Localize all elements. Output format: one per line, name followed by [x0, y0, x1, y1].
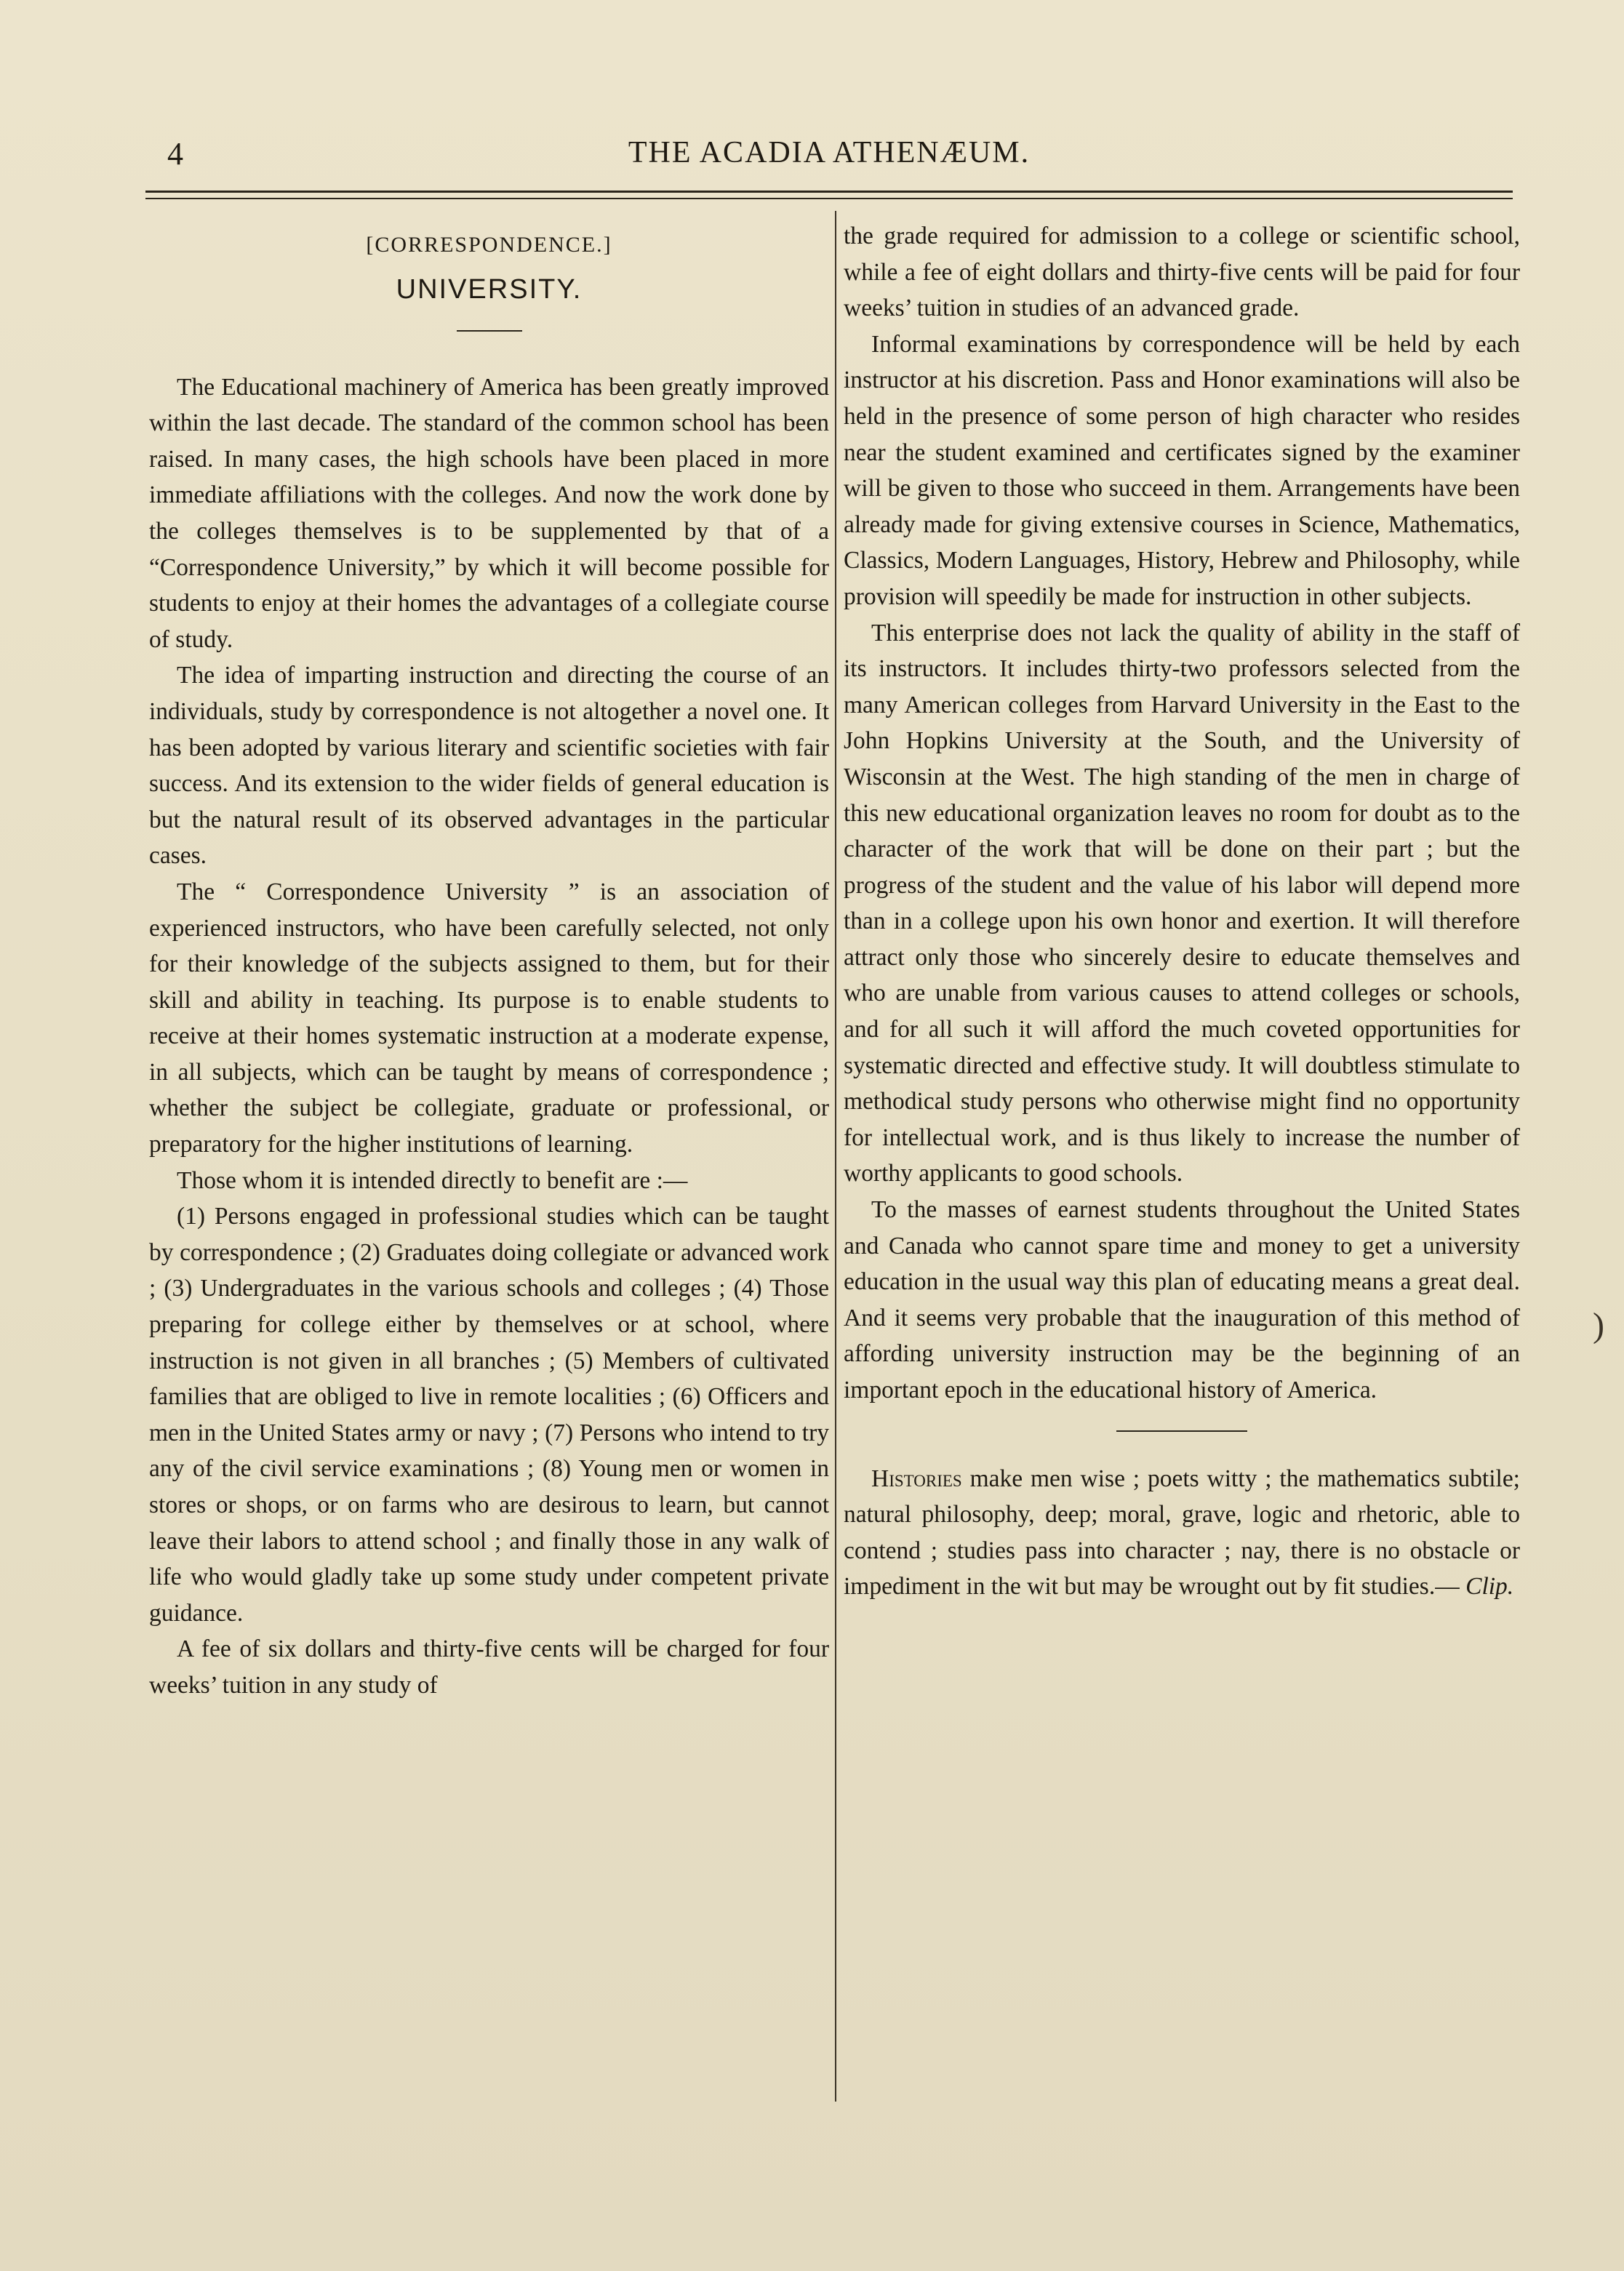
paragraph: To the masses of earnest students throughout the United States and Canada who cannot spare time and money to get a university education in the usual way this plan of educating means a great deal. And it seems very probable that the inauguration of this method of affording university instruction may be the beginning of an important epoch in the educational history of America. — [844, 1196, 1520, 1403]
title-rule — [457, 330, 522, 332]
column-divider — [835, 211, 836, 2102]
quote-attribution: Clip. — [1465, 1573, 1514, 1601]
quote-text: make men wise ; poets witty ; the mathematics subtile; natural philosophy, deep; moral, grave, logic and rhetoric, able to contend ; studies pass into character ; nay, there is no obstacle or impediment in the wit but may be wrought out by fit studies.— — [844, 1465, 1520, 1601]
section-separator — [1116, 1430, 1247, 1432]
margin-mark: ) — [1593, 1306, 1604, 1345]
paragraph: The “ Correspondence University ” is an association of experienced instructors, who have been carefully selected, not only for their knowledge of the subjects assigned to them, but for their skill and ability in teaching. Its purpose is to enable students to receive at their homes systematic instruction at a moderate expense, in all subjects, which can be taught by means of correspondence ; whether the subject be collegiate, graduate or professional, or preparatory for the higher institutions of learning. — [149, 878, 829, 1158]
page-header — [145, 131, 1513, 182]
paragraph: The Educational machinery of America has been greatly improved within the last decade. The standard of the common school has been raised. In many cases, the high schools have been placed in more immediate affiliations with the colleges. And now the work done by the colleges themselves is to be supplemented by that of a “Correspondence University,” by which it will become possible for students to enjoy at their homes the advantages of a collegiate course of study. — [149, 373, 829, 653]
paragraph: (1) Persons engaged in professional studies which can be taught by correspondence ; (2) Graduates doing collegiate or advanced work ; (3) Undergraduates in the various schools and colleges ; (4) Those preparing for college either by themselves or at school, where instruction is not given in all branches ; (5) Members of cultivated families that are obliged to live in remote localities ; (6) Officers and men in the United States army or navy ; (7) Persons who intend to try any of the civil service examinations ; (8) Young men or women in stores or shops, or on farms who are desirous to learn, but cannot leave their labors to attend school ; and finally those in any walk of life who would gladly take up some study under competent private guidance. — [149, 1203, 829, 1627]
paragraph: A fee of six dollars and thirty-five cents will be charged for four weeks’ tuition in any study of — [149, 1635, 829, 1699]
paragraph: The idea of imparting instruction and directing the course of an individuals, study by correspondence is not altogether a novel one. It has been adopted by various literary and scientific societies with fair success. And its extension to the wider fields of general education is but the natural result of its observed advantages in the particular cases. — [149, 662, 829, 870]
paragraph: Those whom it is intended directly to benefit are :— — [177, 1166, 688, 1194]
page-number: 4 — [167, 136, 183, 172]
header-rule-top — [145, 191, 1513, 193]
quote-paragraph — [844, 1461, 1520, 1605]
masthead-title: THE ACADIA ATHENÆUM. — [628, 136, 1031, 169]
quote-lead-word: Histories — [871, 1465, 962, 1492]
header-rule-bottom — [145, 198, 1513, 199]
article-title: UNIVERSITY. — [396, 273, 583, 305]
section-tag: [CORRESPONDENCE.] — [366, 233, 612, 257]
right-column — [844, 218, 1520, 1605]
left-column — [149, 218, 829, 1704]
paragraph: Informal examinations by correspondence will be held by each instructor at his discretion. Pass and Honor examinations will also be held in the presence of some person of high character who resides near the student examined and certificates signed by the examiner will be given to those who succeed in them. Arrangements have been already made for giving extensive courses in Science, Mathematics, Classics, Modern Languages, History, Hebrew and Philosophy, while provision will speedily be made for instruction in other subjects. — [844, 330, 1520, 610]
paragraph: This enterprise does not lack the quality of ability in the staff of its instructors. It includes thirty-two professors selected from the many American colleges from Harvard University in the East to the John Hopkins University at the South, and the University of Wisconsin at the West. The high standing of the men in charge of this new educational organization leaves no room for doubt as to the character of the work that will be done on their part ; but the progress of the student and the value of his labor will depend more than in a college upon his own honor and exertion. It will therefore attract only those who sincerely desire to educate themselves and who are unable from various causes to attend colleges or schools, and for all such it will afford the much coveted opportunities for systematic directed and effective study. It will doubtless stimulate to methodical study persons who otherwise might find no opportunity for intellectual work, and is thus likely to increase the number of worthy applicants to good schools. — [844, 619, 1520, 1187]
paragraph-continuation: the grade required for admission to a college or scientific school, while a fee of eight dollars and thirty-five cents will be paid for four weeks’ tuition in studies of an advanced grade. — [844, 223, 1520, 322]
